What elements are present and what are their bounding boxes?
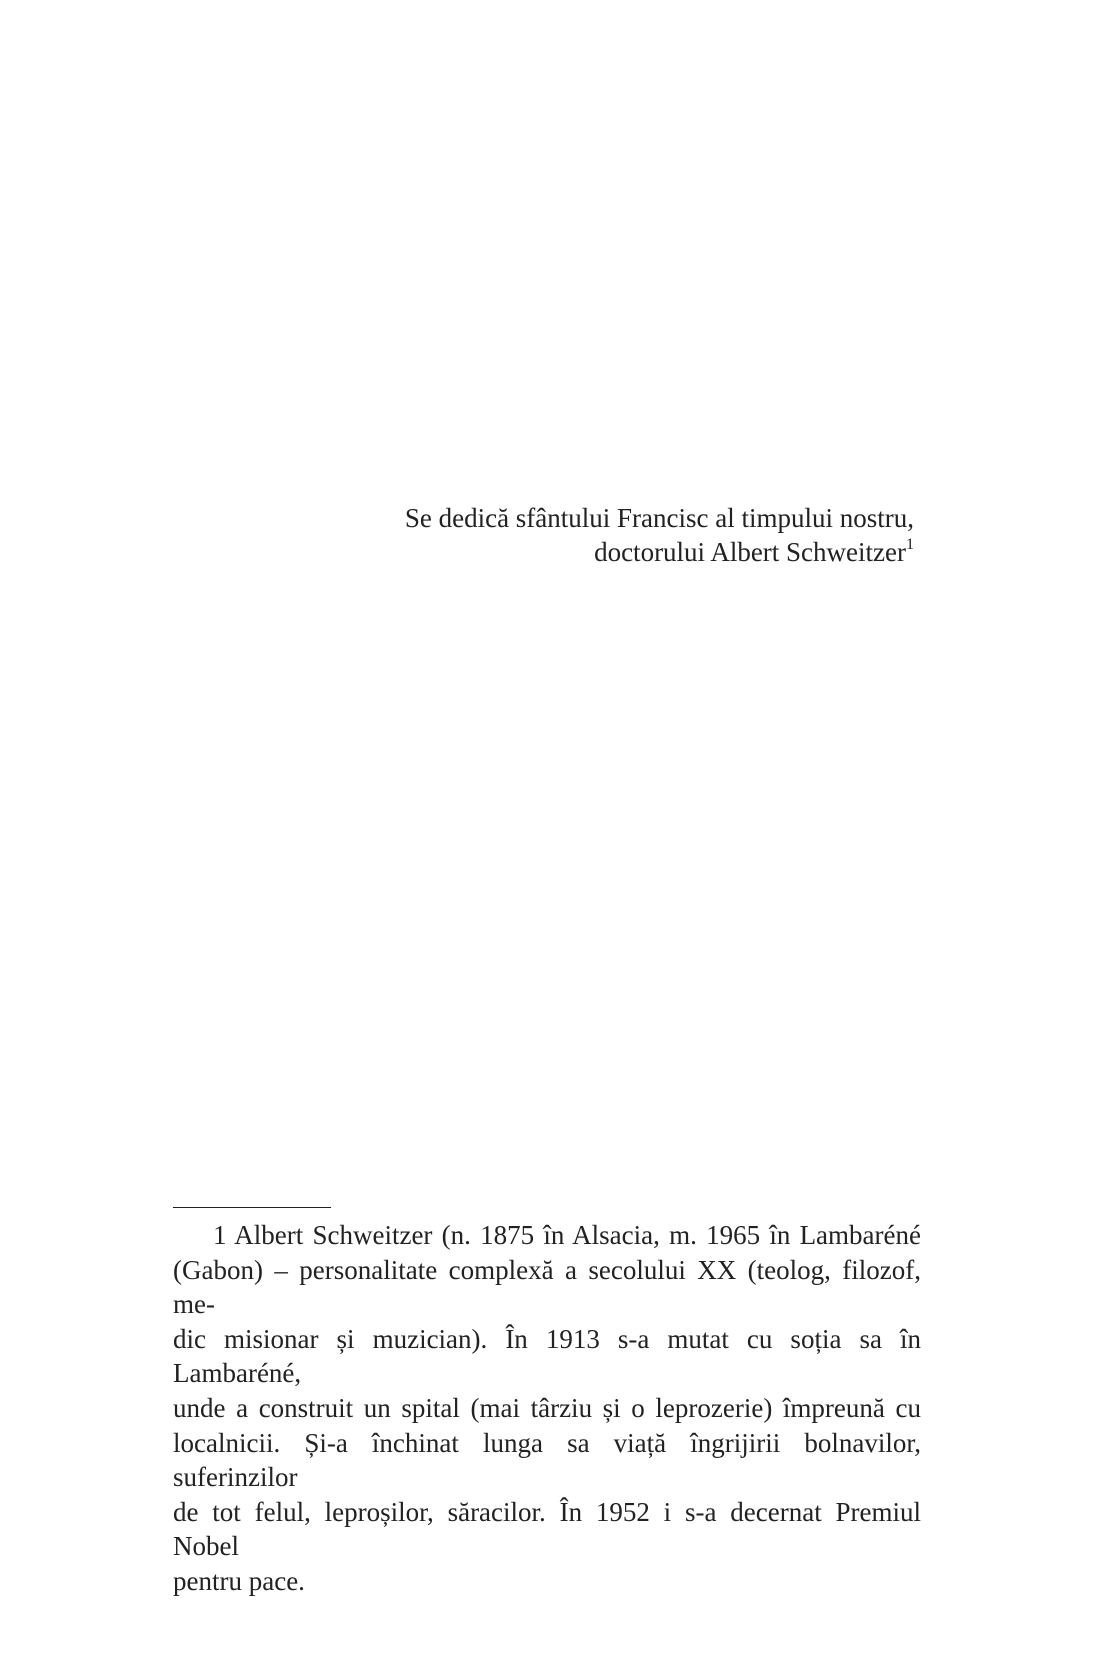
- dedication-line-1: Se dedică sfântului Francisc al timpului nostru,: [404, 503, 914, 533]
- dedication: [300, 501, 914, 569]
- footnote-line: localnicii. Și-a închinat lunga sa viață îngrijirii bolnavilor, suferinzilor: [173, 1427, 921, 1493]
- footnote-line: de tot felul, leproșilor, săracilor. În 1952 i s-a decernat Premiul Nobel: [173, 1496, 921, 1562]
- footnote: [173, 1218, 921, 1599]
- footnote-line: unde a construit un spital (mai târziu și o leprozerie) împreună cu: [173, 1392, 921, 1423]
- footnote-separator: [173, 1207, 331, 1208]
- footnote-line: dic misionar și muzician). În 1913 s-a mutat cu soția sa în Lambaréné,: [173, 1323, 921, 1389]
- dedication-line-2: [300, 535, 914, 569]
- footnote-line: 1 Albert Schweitzer (n. 1875 în Alsacia, m. 1965 în Lambaréné: [213, 1220, 921, 1250]
- dedication-name: doctorului Albert Schweitzer: [594, 537, 906, 567]
- footnote-line: pentru pace.: [173, 1565, 305, 1596]
- footnote-reference: 1: [906, 536, 914, 553]
- footnote-line: (Gabon) – personalitate complexă a secolului XX (teolog, filozof, me-: [173, 1254, 921, 1320]
